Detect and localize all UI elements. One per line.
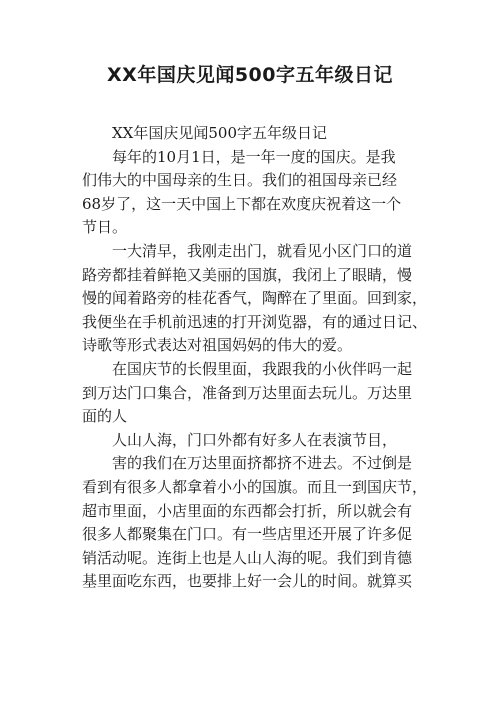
paragraph-line: 诗歌等形式表达对祖国妈妈的伟大的爱。: [82, 336, 353, 355]
paragraph-line: 慢的闻着路旁的桂花香气，陶醉在了里面。回到家，: [82, 289, 428, 308]
paragraph-line: 人山人海，门口外都有好多人在表演节目，: [112, 430, 398, 449]
paragraph-6: [82, 452, 432, 594]
paragraph-line: 销活动呢。连街上也是人山人海的呢。我们到肯德: [82, 548, 413, 567]
paragraph-line: 们伟大的中国母亲的生日。我们的祖国母亲已经: [82, 171, 398, 190]
paragraph-line: 节日。: [82, 218, 128, 237]
document-title: XX年国庆见闻500字五年级日记: [107, 64, 393, 86]
paragraph-5: [82, 429, 432, 453]
paragraph-line: 68岁了，这一天中国上下都在欢度庆祝着这一个: [82, 194, 402, 213]
paragraph-4: [82, 358, 432, 429]
paragraph-line: 害的我们在万达里面挤都挤不进去。不过倒是: [112, 454, 413, 473]
paragraph-1: [82, 122, 432, 146]
paragraph-line: 面的人: [82, 407, 128, 426]
paragraph-line: 我便坐在手机前迅速的打开浏览器，有的通过日记、: [82, 312, 428, 331]
paragraph-3: [82, 240, 432, 358]
paragraph-line: 到万达门口集合，准备到万达里面去玩儿。万达里: [82, 383, 413, 402]
paragraph-line: 超市里面，小店里面的东西都会打折，所以就会有: [82, 501, 413, 520]
paragraph-2: [82, 146, 432, 240]
paragraph-line: 在国庆节的长假里面，我跟我的小伙伴吗一起: [112, 359, 413, 378]
paragraph-line: 一大清早，我刚走出门，就看见小区门口的道: [112, 241, 413, 260]
paragraph-line: XX年国庆见闻500字五年级日记: [112, 124, 327, 142]
paragraph-line: 很多人都聚集在门口。有一些店里还开展了许多促: [82, 525, 413, 544]
document-body: [82, 122, 432, 594]
paragraph-line: 看到有很多人都拿着小小的国旗。而且一到国庆节，: [82, 477, 428, 496]
paragraph-line: 基里面吃东西，也要排上好一会儿的时间。就算买: [82, 572, 413, 591]
paragraph-line: 每年的10月1日，是一年一度的国庆。是我: [112, 147, 396, 166]
paragraph-line: 路旁都挂着鲜艳又美丽的国旗，我闭上了眼睛，慢: [82, 265, 413, 284]
